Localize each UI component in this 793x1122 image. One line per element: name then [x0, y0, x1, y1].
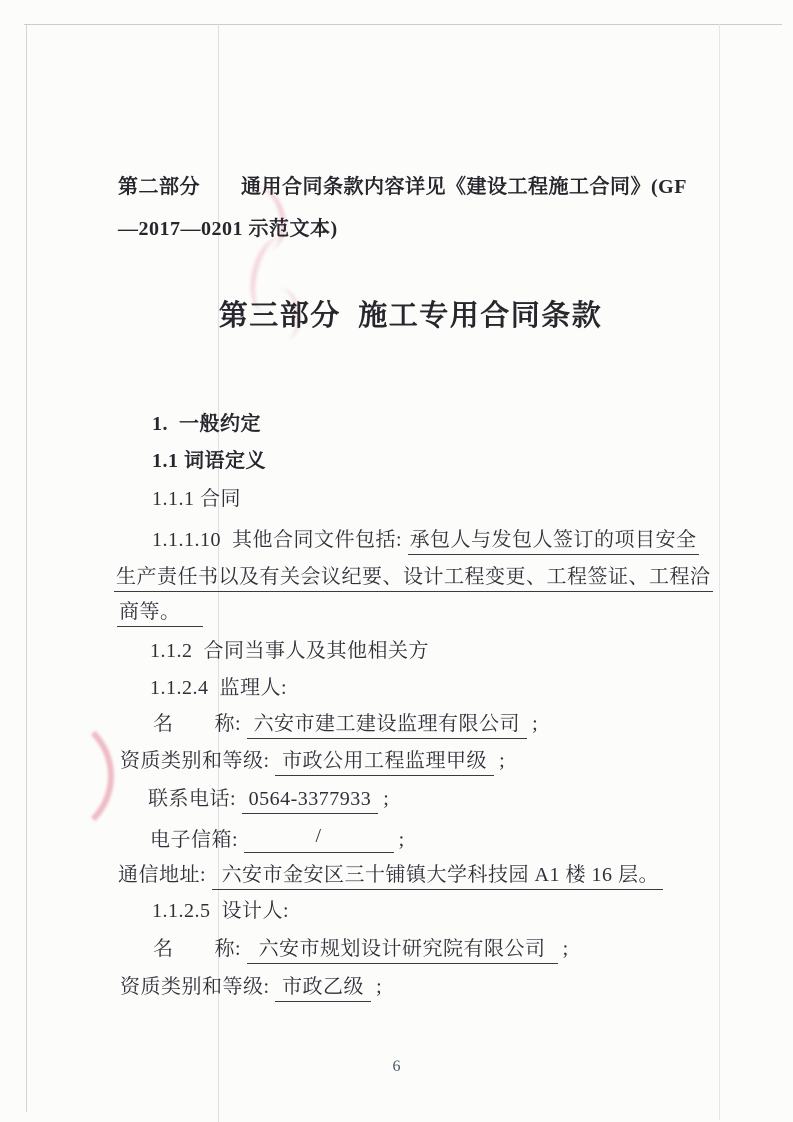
designer-name-label: 名 称: — [153, 938, 247, 960]
supervisor-qualification-row — [120, 748, 505, 774]
clause-1-1-1-contract: 1.1.1 合同 — [152, 488, 241, 510]
clause-1-1-1-10-prefix: 1.1.1.10 其他合同文件包括: — [152, 529, 408, 551]
supervisor-address-row — [118, 862, 663, 888]
designer-name-value: 六安市规划设计研究院有限公司 — [247, 938, 558, 964]
supervisor-email-label: 电子信箱: — [150, 829, 244, 851]
supervisor-email-value: / — [244, 823, 394, 853]
supervisor-name-label: 名 称: — [153, 713, 247, 735]
supervisor-email-row — [150, 823, 405, 853]
part2-heading-line1: 第二部分 通用合同条款内容详见《建设工程施工合同》(GF — [118, 176, 687, 198]
scan-edge-right — [719, 24, 720, 1120]
supervisor-name-value: 六安市建工建设监理有限公司 — [247, 713, 528, 739]
clause-1-general: 1. 一般约定 — [152, 413, 261, 435]
clause-1-1-1-10-underlined-1: 承包人与发包人签订的项目安全 — [408, 529, 699, 555]
separator: ; — [499, 750, 506, 772]
supervisor-phone-value: 0564-3377933 — [242, 788, 379, 814]
clause-1-1-2-4-supervisor: 1.1.2.4 监理人: — [150, 677, 288, 699]
supervisor-name-row — [153, 711, 538, 737]
designer-qualification-row — [120, 974, 382, 1000]
separator: ; — [398, 829, 405, 851]
supervisor-qualification-label: 资质类别和等级: — [120, 750, 276, 772]
page-number: 6 — [392, 1058, 401, 1075]
separator: ; — [562, 938, 569, 960]
supervisor-qualification-value: 市政公用工程监理甲级 — [275, 750, 494, 776]
separator: ; — [532, 713, 539, 735]
designer-qualification-value: 市政乙级 — [275, 976, 371, 1002]
separator: ; — [376, 976, 383, 998]
part2-heading-line2: —2017—0201 示范文本) — [118, 218, 338, 240]
designer-name-row — [153, 936, 569, 962]
supervisor-address-value: 六安市金安区三十铺镇大学科技园 A1 楼 16 层。 — [212, 864, 663, 890]
scan-edge-left — [26, 24, 27, 1112]
clause-1-1-1-10-underlined-2: 生产责任书以及有关会议纪要、设计工程变更、工程签证、工程洽 — [114, 566, 713, 592]
scan-edge-top — [24, 24, 782, 25]
supervisor-phone-label: 联系电话: — [148, 788, 242, 810]
clause-1-1-2-5-designer: 1.1.2.5 设计人: — [152, 900, 290, 922]
supervisor-phone-row — [148, 786, 389, 812]
red-seal-arc — [0, 712, 114, 840]
clause-1-1-1-10-underlined-3: 商等。 — [117, 601, 203, 627]
clause-1-1-2-parties: 1.1.2 合同当事人及其他相关方 — [150, 640, 429, 662]
designer-qualification-label: 资质类别和等级: — [120, 976, 276, 998]
part3-title: 第三部分 施工专用合同条款 — [218, 300, 603, 332]
clause-1-1-1-10-line2 — [114, 564, 713, 590]
supervisor-address-label: 通信地址: — [118, 864, 212, 886]
clause-1-1-1-10-line1 — [152, 527, 699, 553]
separator: ; — [383, 788, 390, 810]
clause-1-1-1-10-line3 — [117, 599, 203, 625]
clause-1-1-terms: 1.1 词语定义 — [152, 450, 266, 472]
